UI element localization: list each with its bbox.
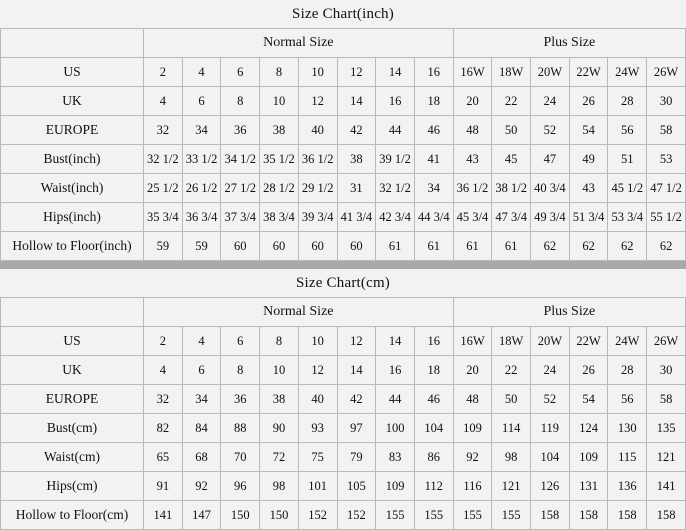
cell: 10 [260, 87, 299, 116]
cell: 50 [492, 385, 531, 414]
cell: 116 [453, 472, 492, 501]
table-group-header-row [1, 29, 686, 58]
cell: 55 1/2 [647, 203, 686, 232]
cell: 62 [531, 232, 570, 261]
table-row [1, 356, 686, 385]
cell: 37 3/4 [221, 203, 260, 232]
cell: 155 [453, 501, 492, 530]
cell: 158 [569, 501, 608, 530]
cell: 109 [453, 414, 492, 443]
cell: 58 [647, 385, 686, 414]
cell: 101 [298, 472, 337, 501]
cell: 61 [376, 232, 415, 261]
cell: 114 [492, 414, 531, 443]
cell: 8 [221, 87, 260, 116]
cell: 24W [608, 327, 647, 356]
cell: 150 [221, 501, 260, 530]
cell: 26 [569, 356, 608, 385]
cell: 62 [608, 232, 647, 261]
cell: 141 [144, 501, 183, 530]
cell: 48 [453, 385, 492, 414]
cell: 49 3/4 [531, 203, 570, 232]
cell: 155 [376, 501, 415, 530]
cell: 24 [531, 356, 570, 385]
cell: 65 [144, 443, 183, 472]
cell: 20W [531, 58, 570, 87]
cell: 36 [221, 385, 260, 414]
cell: 28 1/2 [260, 174, 299, 203]
cell: 54 [569, 116, 608, 145]
cell: 86 [414, 443, 453, 472]
cell: 39 3/4 [298, 203, 337, 232]
cell: 96 [221, 472, 260, 501]
cell: 62 [569, 232, 608, 261]
cell: 31 [337, 174, 376, 203]
cell: 51 3/4 [569, 203, 608, 232]
table-row [1, 174, 686, 203]
cell: 26 1/2 [182, 174, 221, 203]
cell: 58 [647, 116, 686, 145]
cell: 124 [569, 414, 608, 443]
cell: 16W [453, 327, 492, 356]
cell: 12 [337, 58, 376, 87]
cell: 60 [337, 232, 376, 261]
row-label: EUROPE [1, 116, 144, 145]
group-header-plus: Plus Size [453, 29, 685, 58]
cell: 4 [182, 327, 221, 356]
cell: 42 3/4 [376, 203, 415, 232]
cell: 16 [414, 327, 453, 356]
cell: 141 [647, 472, 686, 501]
row-label: EUROPE [1, 385, 144, 414]
cell: 30 [647, 87, 686, 116]
cell: 34 [414, 174, 453, 203]
cell: 60 [260, 232, 299, 261]
cell: 56 [608, 385, 647, 414]
cell: 56 [608, 116, 647, 145]
cell: 44 3/4 [414, 203, 453, 232]
cell: 4 [144, 356, 183, 385]
cell: 44 [376, 385, 415, 414]
table-row [1, 327, 686, 356]
cell: 22W [569, 327, 608, 356]
cell: 2 [144, 327, 183, 356]
cell: 38 [260, 385, 299, 414]
table-row [1, 232, 686, 261]
cell: 52 [531, 116, 570, 145]
cell: 155 [492, 501, 531, 530]
cell: 83 [376, 443, 415, 472]
table-group-header-row [1, 298, 686, 327]
cell: 26W [647, 327, 686, 356]
cell: 38 [260, 116, 299, 145]
cell: 12 [298, 87, 337, 116]
cell: 14 [337, 356, 376, 385]
cell: 36 1/2 [453, 174, 492, 203]
cell: 38 1/2 [492, 174, 531, 203]
cell: 28 [608, 356, 647, 385]
cell: 152 [298, 501, 337, 530]
cell: 121 [492, 472, 531, 501]
row-label: Hips(inch) [1, 203, 144, 232]
cell: 104 [414, 414, 453, 443]
cell: 105 [337, 472, 376, 501]
cell: 72 [260, 443, 299, 472]
group-header-plus: Plus Size [453, 298, 685, 327]
cell: 155 [414, 501, 453, 530]
cell: 91 [144, 472, 183, 501]
row-label: Bust(inch) [1, 145, 144, 174]
cell: 121 [647, 443, 686, 472]
cell: 45 1/2 [608, 174, 647, 203]
cell: 27 1/2 [221, 174, 260, 203]
cell: 39 1/2 [376, 145, 415, 174]
cell: 62 [647, 232, 686, 261]
cell: 61 [453, 232, 492, 261]
cell: 20 [453, 87, 492, 116]
cell: 16 [376, 87, 415, 116]
size-chart-cm [0, 269, 686, 530]
cell: 32 1/2 [144, 145, 183, 174]
cell: 48 [453, 116, 492, 145]
cell: 2 [144, 58, 183, 87]
cell: 61 [492, 232, 531, 261]
cell: 22W [569, 58, 608, 87]
table-row [1, 145, 686, 174]
corner-cell [1, 298, 144, 327]
cell: 54 [569, 385, 608, 414]
cell: 34 [182, 385, 221, 414]
cell: 41 [414, 145, 453, 174]
cell: 97 [337, 414, 376, 443]
cell: 131 [569, 472, 608, 501]
cell: 135 [647, 414, 686, 443]
cell: 14 [376, 327, 415, 356]
cell: 49 [569, 145, 608, 174]
cell: 6 [182, 87, 221, 116]
cell: 40 3/4 [531, 174, 570, 203]
cell: 8 [260, 58, 299, 87]
cell: 46 [414, 116, 453, 145]
cell: 45 3/4 [453, 203, 492, 232]
row-label: US [1, 327, 144, 356]
cell: 41 3/4 [337, 203, 376, 232]
corner-cell [1, 29, 144, 58]
cell: 36 3/4 [182, 203, 221, 232]
row-label: Waist(inch) [1, 174, 144, 203]
cell: 68 [182, 443, 221, 472]
size-chart-inch [0, 0, 686, 261]
row-label: Hollow to Floor(cm) [1, 501, 144, 530]
table-row [1, 472, 686, 501]
cell: 92 [182, 472, 221, 501]
cell: 92 [453, 443, 492, 472]
group-header-normal: Normal Size [144, 29, 454, 58]
cell: 14 [376, 58, 415, 87]
cell: 38 3/4 [260, 203, 299, 232]
cell: 16W [453, 58, 492, 87]
table-row [1, 116, 686, 145]
row-label: Hips(cm) [1, 472, 144, 501]
cell: 98 [260, 472, 299, 501]
cell: 136 [608, 472, 647, 501]
cell: 25 1/2 [144, 174, 183, 203]
cell: 126 [531, 472, 570, 501]
cell: 35 3/4 [144, 203, 183, 232]
cell: 29 1/2 [298, 174, 337, 203]
row-label: UK [1, 87, 144, 116]
cell: 104 [531, 443, 570, 472]
cell: 152 [337, 501, 376, 530]
cell: 18W [492, 327, 531, 356]
cell: 30 [647, 356, 686, 385]
cell: 147 [182, 501, 221, 530]
table-row [1, 203, 686, 232]
cell: 98 [492, 443, 531, 472]
cell: 61 [414, 232, 453, 261]
cell: 115 [608, 443, 647, 472]
table-row [1, 501, 686, 530]
cell: 42 [337, 385, 376, 414]
cell: 60 [298, 232, 337, 261]
cell: 6 [182, 356, 221, 385]
cell: 36 1/2 [298, 145, 337, 174]
cell: 14 [337, 87, 376, 116]
cell: 6 [221, 327, 260, 356]
cell: 22 [492, 356, 531, 385]
cell: 22 [492, 87, 531, 116]
cell: 16 [414, 58, 453, 87]
cell: 18W [492, 58, 531, 87]
cell: 8 [260, 327, 299, 356]
cell: 34 [182, 116, 221, 145]
cell: 24 [531, 87, 570, 116]
size-table-cm [0, 297, 686, 530]
cell: 47 [531, 145, 570, 174]
cell: 109 [569, 443, 608, 472]
cell: 100 [376, 414, 415, 443]
cell: 16 [376, 356, 415, 385]
section-divider [0, 262, 686, 268]
cell: 59 [182, 232, 221, 261]
cell: 35 1/2 [260, 145, 299, 174]
cell: 53 [647, 145, 686, 174]
cell: 82 [144, 414, 183, 443]
cell: 47 3/4 [492, 203, 531, 232]
cell: 93 [298, 414, 337, 443]
row-label: US [1, 58, 144, 87]
chart-title-cm: Size Chart(cm) [0, 269, 686, 297]
cell: 36 [221, 116, 260, 145]
cell: 60 [221, 232, 260, 261]
cell: 4 [182, 58, 221, 87]
table-row [1, 414, 686, 443]
row-label: Hollow to Floor(inch) [1, 232, 144, 261]
size-table-inch [0, 28, 686, 261]
cell: 32 [144, 385, 183, 414]
cell: 84 [182, 414, 221, 443]
table-row [1, 58, 686, 87]
cell: 47 1/2 [647, 174, 686, 203]
group-header-normal: Normal Size [144, 298, 454, 327]
row-label: UK [1, 356, 144, 385]
cell: 18 [414, 87, 453, 116]
table-row [1, 87, 686, 116]
cell: 90 [260, 414, 299, 443]
cell: 158 [531, 501, 570, 530]
cell: 40 [298, 385, 337, 414]
cell: 150 [260, 501, 299, 530]
cell: 70 [221, 443, 260, 472]
cell: 26 [569, 87, 608, 116]
cell: 79 [337, 443, 376, 472]
chart-title-inch: Size Chart(inch) [0, 0, 686, 28]
cell: 20 [453, 356, 492, 385]
cell: 18 [414, 356, 453, 385]
cell: 24W [608, 58, 647, 87]
cell: 4 [144, 87, 183, 116]
cell: 26W [647, 58, 686, 87]
cell: 10 [298, 58, 337, 87]
cell: 130 [608, 414, 647, 443]
cell: 53 3/4 [608, 203, 647, 232]
cell: 51 [608, 145, 647, 174]
cell: 10 [298, 327, 337, 356]
cell: 12 [298, 356, 337, 385]
cell: 52 [531, 385, 570, 414]
cell: 34 1/2 [221, 145, 260, 174]
cell: 88 [221, 414, 260, 443]
cell: 8 [221, 356, 260, 385]
cell: 46 [414, 385, 453, 414]
cell: 42 [337, 116, 376, 145]
cell: 28 [608, 87, 647, 116]
cell: 50 [492, 116, 531, 145]
cell: 45 [492, 145, 531, 174]
table-row [1, 385, 686, 414]
cell: 75 [298, 443, 337, 472]
cell: 40 [298, 116, 337, 145]
cell: 43 [453, 145, 492, 174]
cell: 32 [144, 116, 183, 145]
cell: 32 1/2 [376, 174, 415, 203]
cell: 43 [569, 174, 608, 203]
cell: 59 [144, 232, 183, 261]
cell: 158 [608, 501, 647, 530]
cell: 33 1/2 [182, 145, 221, 174]
cell: 12 [337, 327, 376, 356]
cell: 10 [260, 356, 299, 385]
cell: 158 [647, 501, 686, 530]
cell: 44 [376, 116, 415, 145]
row-label: Waist(cm) [1, 443, 144, 472]
table-row [1, 443, 686, 472]
cell: 6 [221, 58, 260, 87]
cell: 112 [414, 472, 453, 501]
cell: 38 [337, 145, 376, 174]
cell: 109 [376, 472, 415, 501]
cell: 20W [531, 327, 570, 356]
row-label: Bust(cm) [1, 414, 144, 443]
cell: 119 [531, 414, 570, 443]
